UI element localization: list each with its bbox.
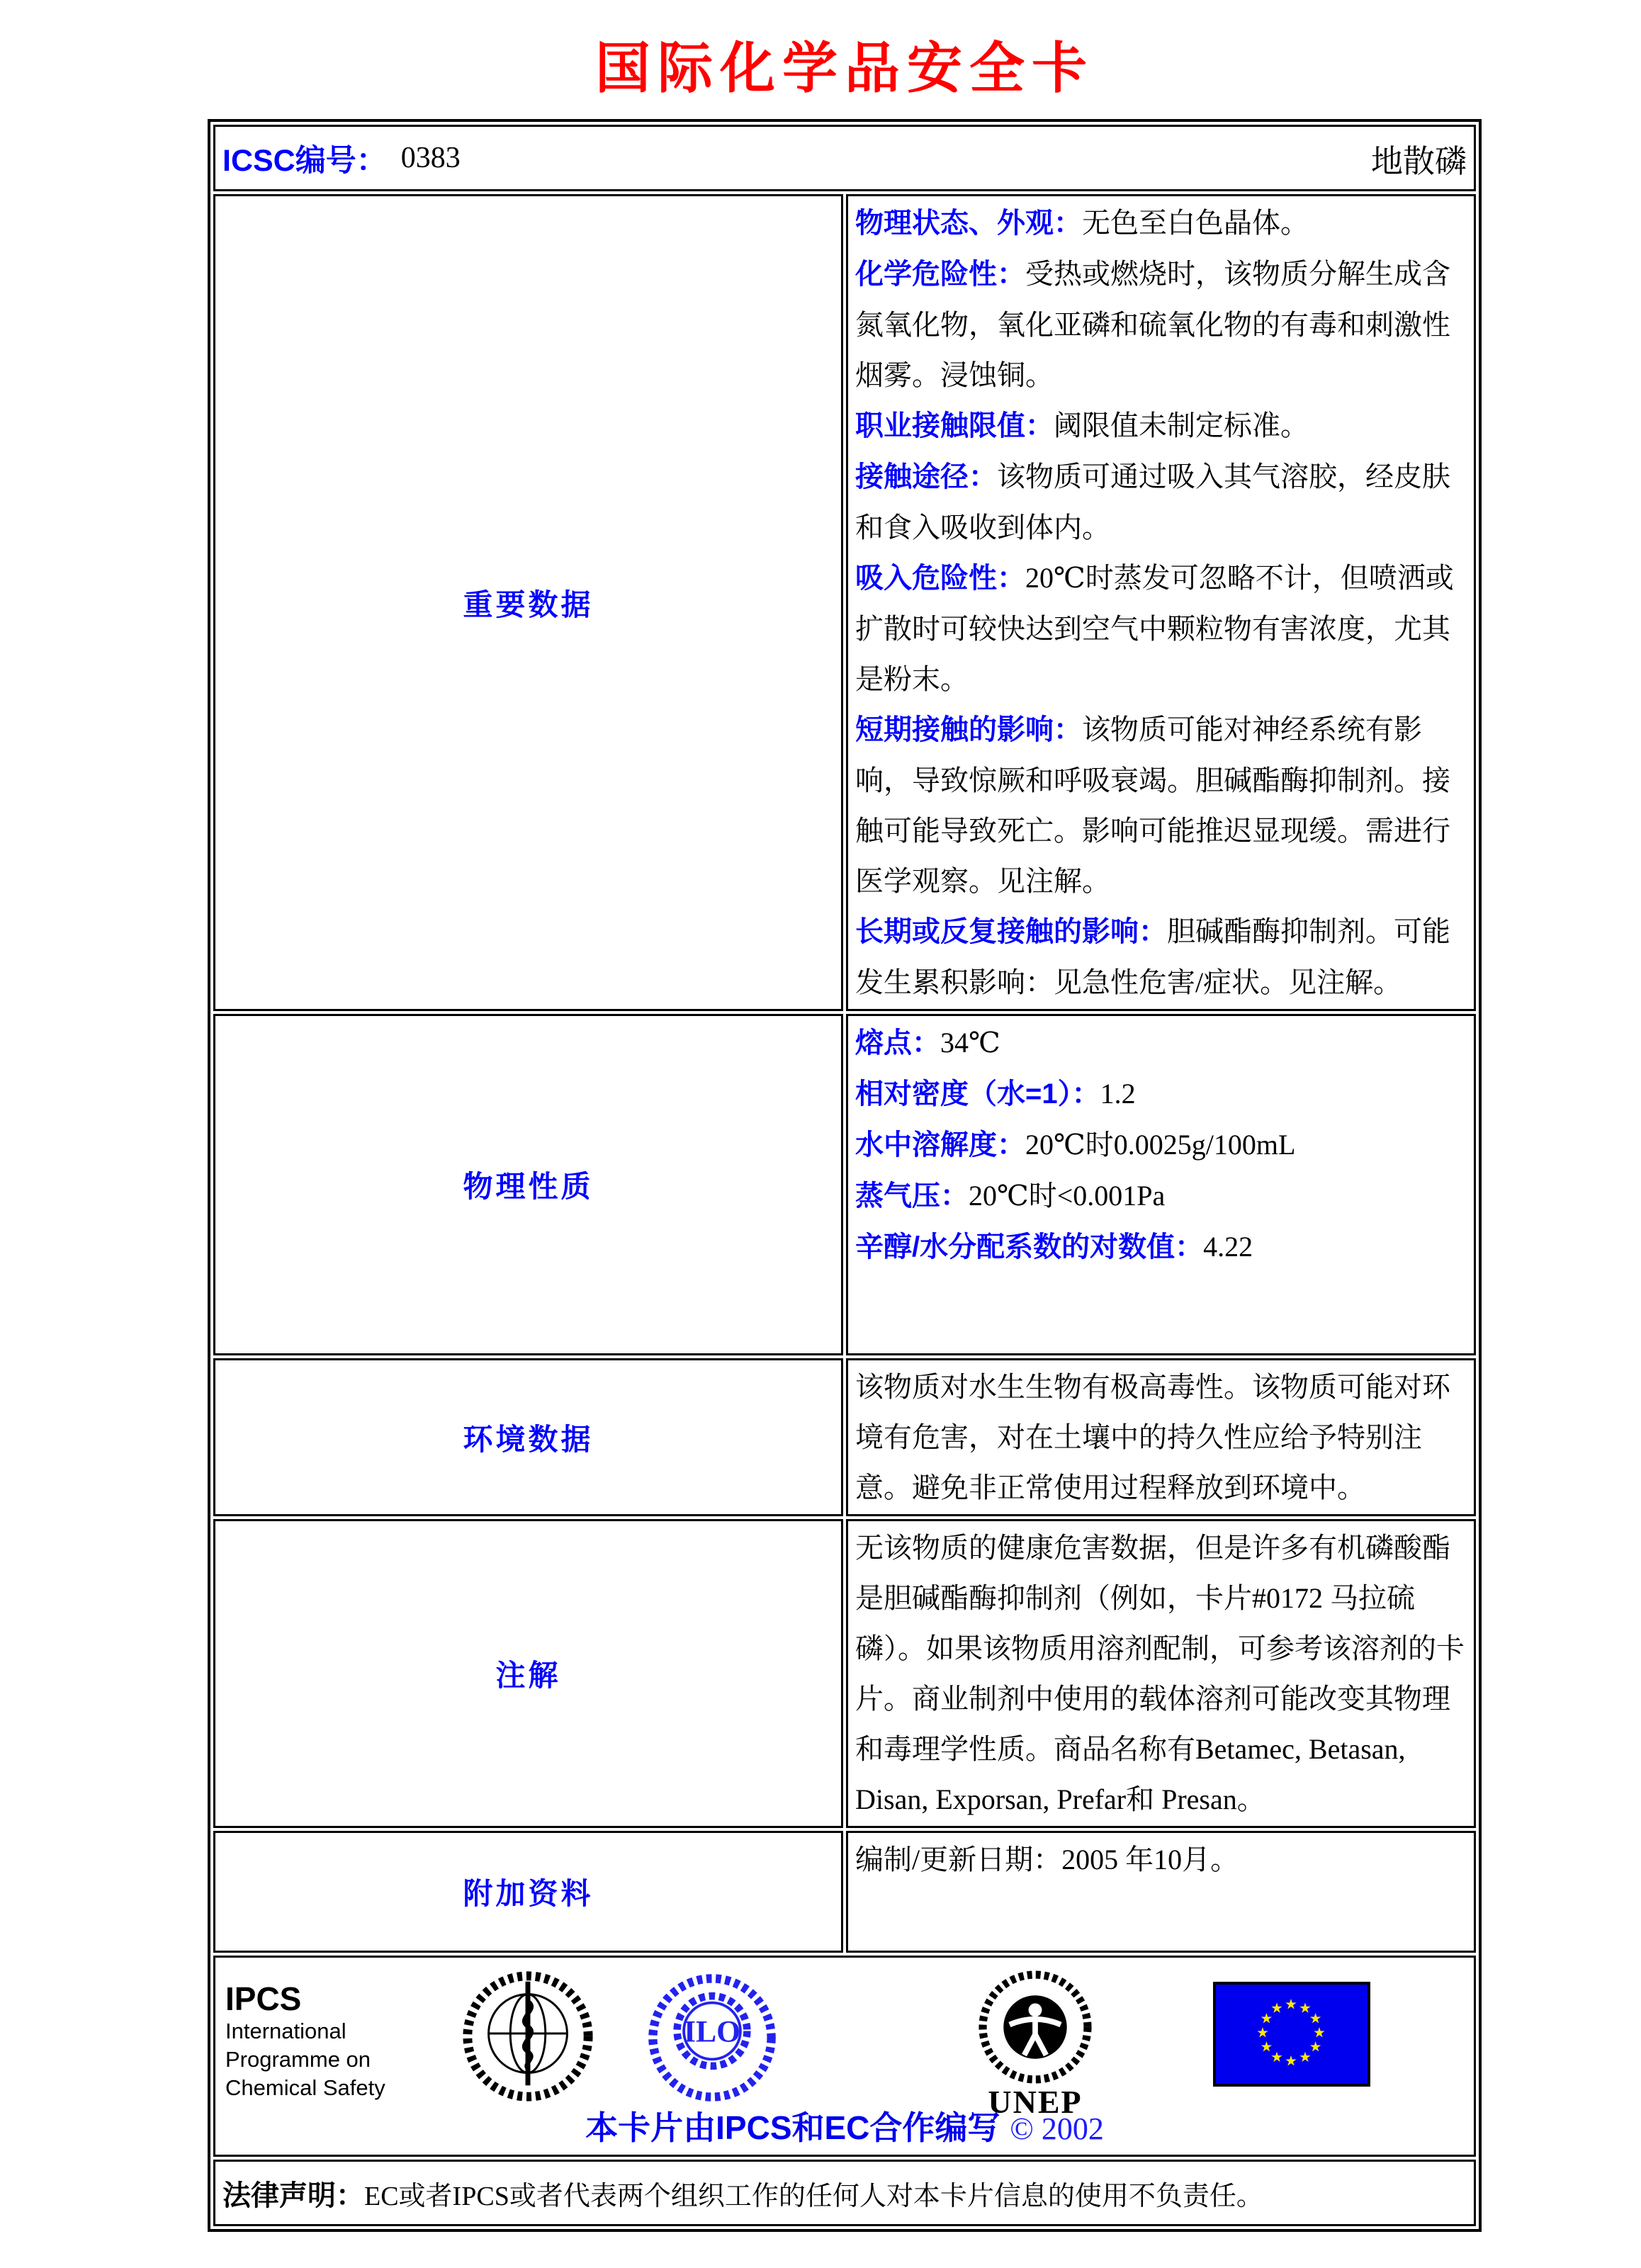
ipcs-line: Programme on: [225, 2047, 371, 2072]
ipcs-line: Chemical Safety: [225, 2075, 385, 2100]
important-item: 长期或反复接触的影响：胆碱酯酶抑制剂。可能发生累积影响：见急性危害/症状。见注解。: [855, 915, 1450, 998]
ipcs-title: IPCS: [225, 1980, 302, 2017]
physical-properties-content: [846, 1014, 1476, 1355]
logos-row: [213, 1956, 1476, 2157]
legal-cell: [213, 2160, 1476, 2226]
chemical-name: 地散磷: [1370, 143, 1467, 179]
footer-caption: [215, 2102, 1474, 2149]
important-item: 物理状态、外观：无色至白色晶体。: [855, 207, 1309, 239]
physical-item: 蒸气压：20℃时<0.001Pa: [855, 1180, 1166, 1212]
physical-properties-label-cell: [213, 1014, 843, 1355]
footer-caption-year: © 2002: [1010, 2111, 1104, 2146]
important-item: 短期接触的影响：该物质可能对神经系统有影响，导致惊厥和呼吸衰竭。胆碱酯酶抑制剂。接触可能导致死亡。影响可能推迟显现缓。需进行医学观察。见注解。: [855, 713, 1450, 897]
physical-item: 辛醇/水分配系数的对数值：4.22: [855, 1231, 1253, 1263]
important-data-label-cell: [213, 194, 843, 1011]
svg-text:ILO: ILO: [683, 2014, 741, 2049]
page-title: 国际化学品安全卡: [594, 36, 1094, 101]
unep-logo-icon: [974, 1966, 1096, 2088]
legal-label: 法律声明：: [222, 2179, 364, 2211]
who-logo-icon: [458, 1966, 598, 2106]
important-data-content: [846, 194, 1476, 1011]
icsc-number-label: ICSC编号：: [222, 143, 387, 178]
eu-flag-icon: [1213, 1982, 1370, 2087]
ipcs-line: International: [225, 2019, 346, 2043]
physical-properties-row: [213, 1014, 1476, 1355]
ipcs-text-block: [225, 1980, 417, 2102]
important-item: 化学危险性：受热或燃烧时，该物质分解生成含氮氧化物，氧化亚磷和硫氧化物的有毒和刺激性烟雾。浸蚀铜。: [855, 258, 1450, 391]
legal-row: [213, 2160, 1476, 2226]
additional-info-label: 附加资料: [463, 1877, 594, 1910]
notes-row: [213, 1519, 1476, 1828]
icsc-number-value: 0383: [400, 142, 461, 174]
environmental-data-label: 环境数据: [463, 1422, 594, 1456]
additional-info-label-cell: [213, 1831, 843, 1953]
additional-info-content: [846, 1831, 1476, 1953]
important-data-row: [213, 194, 1476, 1011]
notes-label-cell: [213, 1519, 843, 1828]
notes-content: [846, 1519, 1476, 1828]
physical-item: 水中溶解度：20℃时0.0025g/100mL: [855, 1129, 1296, 1161]
unep-wordmark: UNEP: [988, 2084, 1083, 2120]
important-data-label: 重要数据: [463, 587, 594, 621]
notes-text: 无该物质的健康危害数据，但是许多有机磷酸酯是胆碱酯酶抑制剂（例如，卡片#0172 马拉硫磷）。如果该物质用溶剂配制，可参考该溶剂的卡片。商业制剂中使用的载体溶剂可能改变其物理和毒理学性质。商品名称有Betamec, Betasan, Disan, Exporsan, Prefar和 Presan。: [855, 1532, 1465, 1815]
environmental-data-row: [213, 1358, 1476, 1516]
legal-text: EC或者IPCS或者代表两个组织工作的任何人对本卡片信息的使用不负责任。: [364, 2181, 1263, 2211]
footer-caption-text: 本卡片由IPCS和EC合作编写: [585, 2109, 1000, 2146]
environmental-data-content: [846, 1358, 1476, 1516]
card-header-row: [213, 125, 1476, 191]
environmental-data-label-cell: [213, 1358, 843, 1516]
icsc-card-table: [208, 119, 1482, 2232]
card-header-cell: [213, 125, 1476, 191]
unep-logo: [968, 1966, 1103, 2119]
ilo-logo-icon: [645, 1968, 779, 2108]
important-item: 接触途径：该物质可通过吸入其气溶胶，经皮肤和食入吸收到体内。: [855, 461, 1450, 543]
important-item: 职业接触限值：阈限值未制定标准。: [855, 410, 1309, 441]
environmental-data-text: 该物质对水生生物有极高毒性。该物质可能对环境有危害，对在土壤中的持久性应给予特别注意。避免非正常使用过程释放到环境中。: [855, 1371, 1450, 1503]
logos-cell: [213, 1956, 1476, 2157]
physical-item: 熔点：34℃: [855, 1027, 1000, 1059]
physical-properties-label: 物理性质: [463, 1170, 594, 1203]
additional-info-row: [213, 1831, 1476, 1953]
additional-info-text: 编制/更新日期：2005 年10月。: [855, 1844, 1239, 1875]
important-item: 吸入危险性：20℃时蒸发可忽略不计，但喷洒或扩散时可较快达到空气中颗粒物有害浓度，尤其是粉末。: [855, 562, 1454, 695]
physical-item: 相对密度（水=1）：1.2: [855, 1078, 1136, 1110]
notes-label: 注解: [495, 1659, 561, 1692]
